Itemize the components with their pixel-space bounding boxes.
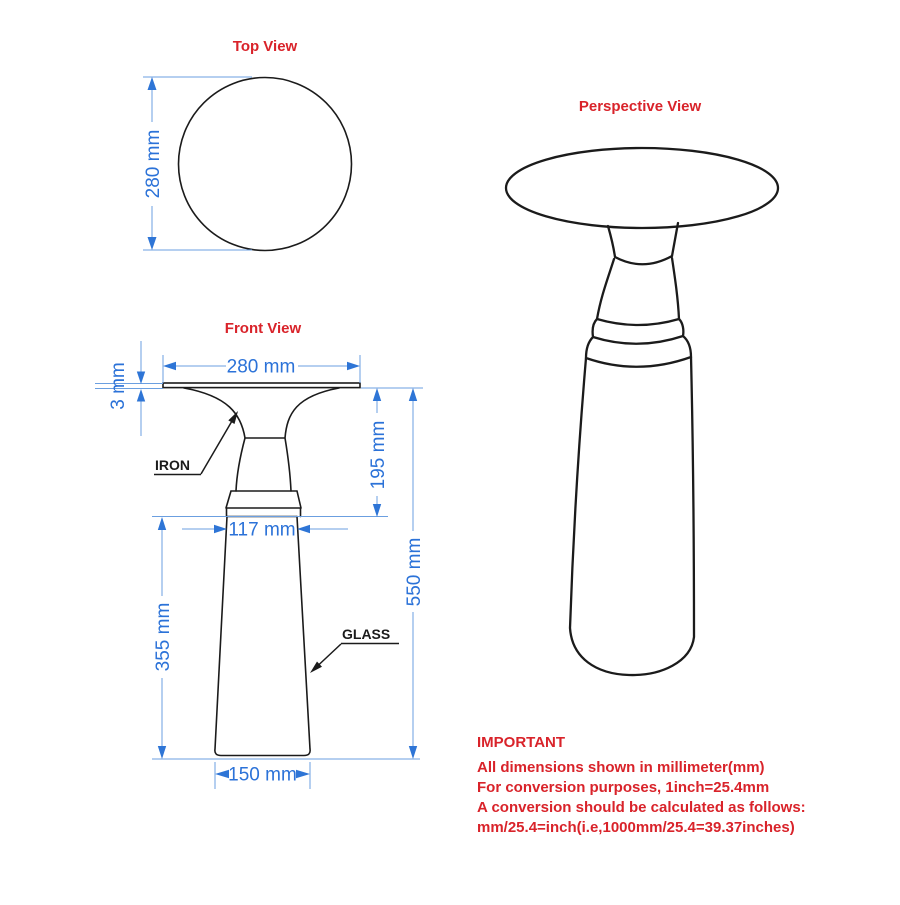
perspective-collar-rings	[586, 319, 691, 367]
arrowhead-down	[409, 746, 417, 759]
front-view	[95, 320, 425, 789]
tabletop-ellipse	[506, 148, 778, 228]
arrowhead-up	[148, 77, 157, 90]
dimension-label: 280 mm	[226, 356, 296, 378]
dimension-label: 150 mm	[228, 764, 297, 786]
perspective-view	[506, 98, 778, 675]
front-base-height-dimension	[153, 517, 174, 759]
pedestal-stem-profile	[184, 388, 339, 491]
glass-label: GLASS	[342, 626, 391, 642]
note-heading: IMPORTANT	[477, 734, 566, 751]
dimension-label: 195 mm	[368, 420, 389, 490]
iron-leader-line	[201, 421, 232, 474]
arrowhead-left	[297, 525, 310, 533]
arrowhead-right	[214, 525, 227, 533]
arrowhead-right	[347, 362, 360, 370]
glass-leader-line	[318, 644, 342, 666]
arrowhead-left	[215, 770, 229, 778]
glass-base-profile	[215, 517, 310, 756]
note-line: For conversion purposes, 1inch=25.4mm	[477, 779, 770, 796]
arrowhead-left	[163, 362, 176, 370]
note-line: mm/25.4=inch(i.e,1000mm/25.4=39.37inches)	[477, 819, 795, 836]
note-line: All dimensions shown in millimeter(mm)	[477, 759, 765, 776]
glass-callout	[310, 626, 399, 673]
arrowhead-down	[373, 504, 381, 517]
dimension-label: 3 mm	[108, 362, 129, 410]
front-base-width-dimension	[215, 762, 310, 789]
iron-arrowhead	[228, 411, 238, 424]
arrowhead-right	[296, 770, 310, 778]
perspective-base-body	[570, 357, 694, 675]
front-column-width-dimension	[182, 520, 348, 541]
arrowhead-down	[158, 746, 166, 759]
top-view-title: Top View	[232, 38, 298, 55]
top-view-diameter-dimension	[143, 77, 252, 250]
iron-callout	[154, 411, 238, 475]
front-top-width-dimension	[163, 355, 360, 383]
iron-label: IRON	[155, 457, 190, 473]
tabletop-profile	[163, 383, 360, 388]
dimension-label: 550 mm	[404, 537, 425, 607]
dimension-label: 117 mm	[228, 519, 296, 541]
pedestal-collar-profile	[226, 491, 301, 517]
arrowhead-up	[137, 389, 145, 402]
front-top-thickness-dimension	[95, 341, 163, 436]
dimension-label: 280 mm	[143, 129, 164, 199]
front-view-title: Front View	[224, 320, 302, 337]
arrowhead-up	[158, 517, 166, 530]
note-line: A conversion should be calculated as follows:	[477, 799, 806, 816]
arrowhead-down	[148, 237, 157, 250]
extension-line	[95, 384, 163, 389]
arrowhead-down	[137, 372, 145, 385]
dimension-label: 355 mm	[153, 602, 174, 672]
top-view	[143, 38, 352, 251]
tabletop-outline-circle	[179, 78, 352, 251]
arrowhead-up	[409, 388, 417, 401]
important-note	[477, 733, 806, 838]
perspective-view-title: Perspective View	[578, 98, 702, 115]
perspective-stem	[597, 223, 679, 319]
arrowhead-up	[373, 388, 381, 401]
